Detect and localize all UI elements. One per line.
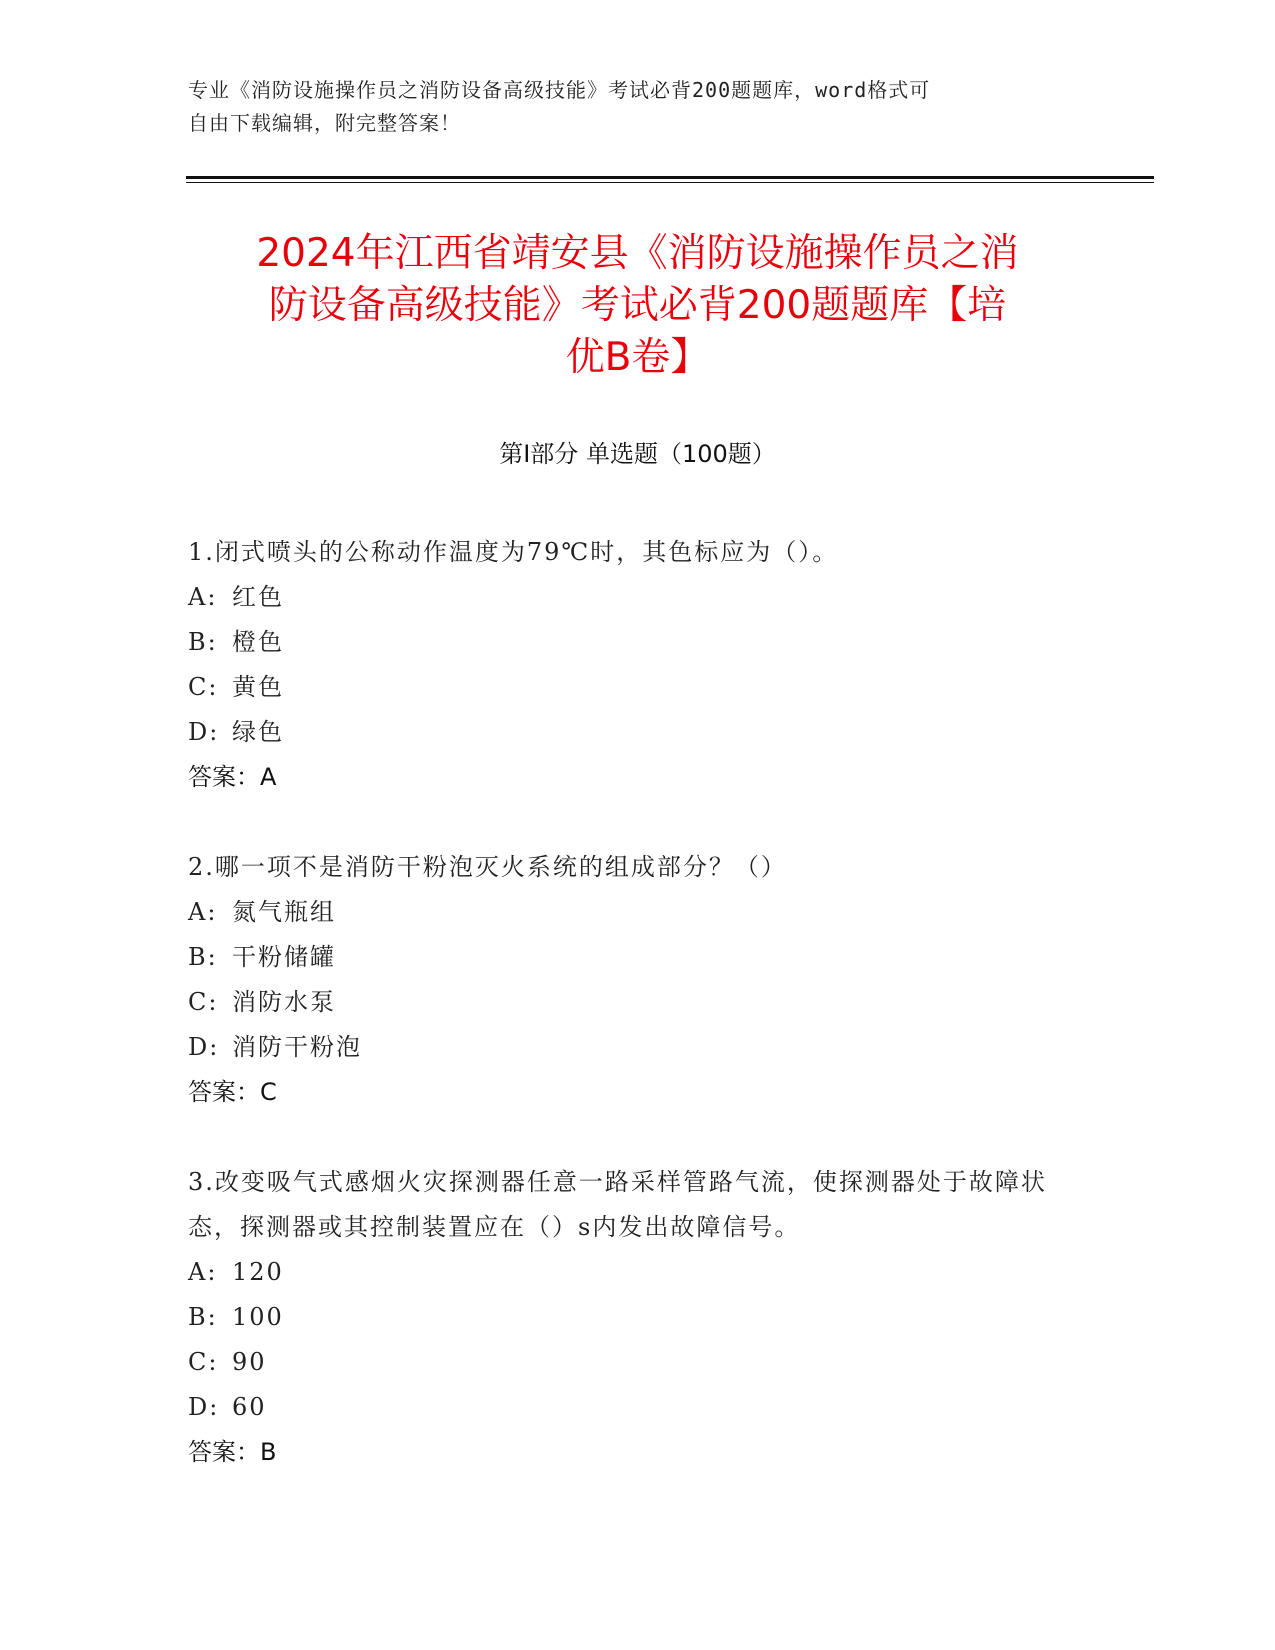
document-title [150, 228, 1125, 384]
option-b [188, 935, 1088, 980]
answer-label: 答案：C [188, 1078, 277, 1106]
option-text: 绿色 [232, 718, 284, 746]
option-key: D: [188, 1393, 220, 1421]
option-key: C: [188, 988, 219, 1016]
header-note [188, 74, 1068, 140]
option-key: C: [188, 673, 219, 701]
option-key: C: [188, 1348, 219, 1376]
option-text: 黄色 [232, 673, 284, 701]
option-text: 红色 [232, 583, 284, 611]
option-key: A: [188, 898, 218, 926]
question-2 [188, 845, 1088, 1115]
option-b [188, 1295, 1088, 1340]
document-title-line-1: 2024年江西省靖安县《消防设施操作员之消 [256, 231, 1019, 276]
option-text: 干粉储罐 [232, 943, 336, 971]
option-text: 100 [232, 1303, 284, 1331]
option-key: B: [188, 943, 218, 971]
option-a [188, 575, 1088, 620]
option-text: 60 [232, 1393, 267, 1421]
option-text: 消防水泵 [232, 988, 336, 1016]
option-text: 橙色 [232, 628, 284, 656]
header-divider-thick [186, 176, 1154, 179]
document-title-line-2: 防设备高级技能》考试必背200题题库【培 [268, 283, 1007, 328]
question-3 [188, 1160, 1088, 1475]
option-key: A: [188, 1258, 218, 1286]
question-list [188, 530, 1088, 1520]
question-stem: 3.改变吸气式感烟火灾探测器任意一路采样管路气流，使探测器处于故障状态，探测器或其控制装置应在（）s内发出故障信号。 [188, 1168, 1047, 1241]
question-stem: 2.哪一项不是消防干粉泡灭火系统的组成部分？（） [188, 853, 787, 881]
option-key: B: [188, 628, 218, 656]
option-c [188, 1340, 1088, 1385]
option-text: 120 [232, 1258, 284, 1286]
option-a [188, 890, 1088, 935]
question-stem: 1.闭式喷头的公称动作温度为79℃时，其色标应为（）。 [188, 538, 839, 566]
header-note-line-1: 专业《消防设施操作员之消防设备高级技能》考试必背200题题库，word格式可 [188, 78, 931, 102]
option-d [188, 1025, 1088, 1070]
option-key: A: [188, 583, 218, 611]
header-note-line-2: 自由下载编辑，附完整答案！ [188, 111, 461, 135]
question-1 [188, 530, 1088, 800]
document-title-line-3: 优B卷】 [565, 335, 710, 380]
option-key: B: [188, 1303, 218, 1331]
answer-label: 答案：B [188, 1438, 277, 1466]
option-c [188, 665, 1088, 710]
option-b [188, 620, 1088, 665]
answer-label: 答案：A [188, 763, 277, 791]
option-text: 90 [232, 1348, 267, 1376]
option-c [188, 980, 1088, 1025]
option-a [188, 1250, 1088, 1295]
option-key: D: [188, 1033, 220, 1061]
option-d [188, 1385, 1088, 1430]
option-key: D: [188, 718, 220, 746]
section-title: 第Ⅰ部分 单选题（100题） [499, 440, 776, 468]
header-divider-thin [186, 182, 1154, 183]
option-text: 氮气瓶组 [232, 898, 336, 926]
option-d [188, 710, 1088, 755]
option-text: 消防干粉泡 [232, 1033, 362, 1061]
